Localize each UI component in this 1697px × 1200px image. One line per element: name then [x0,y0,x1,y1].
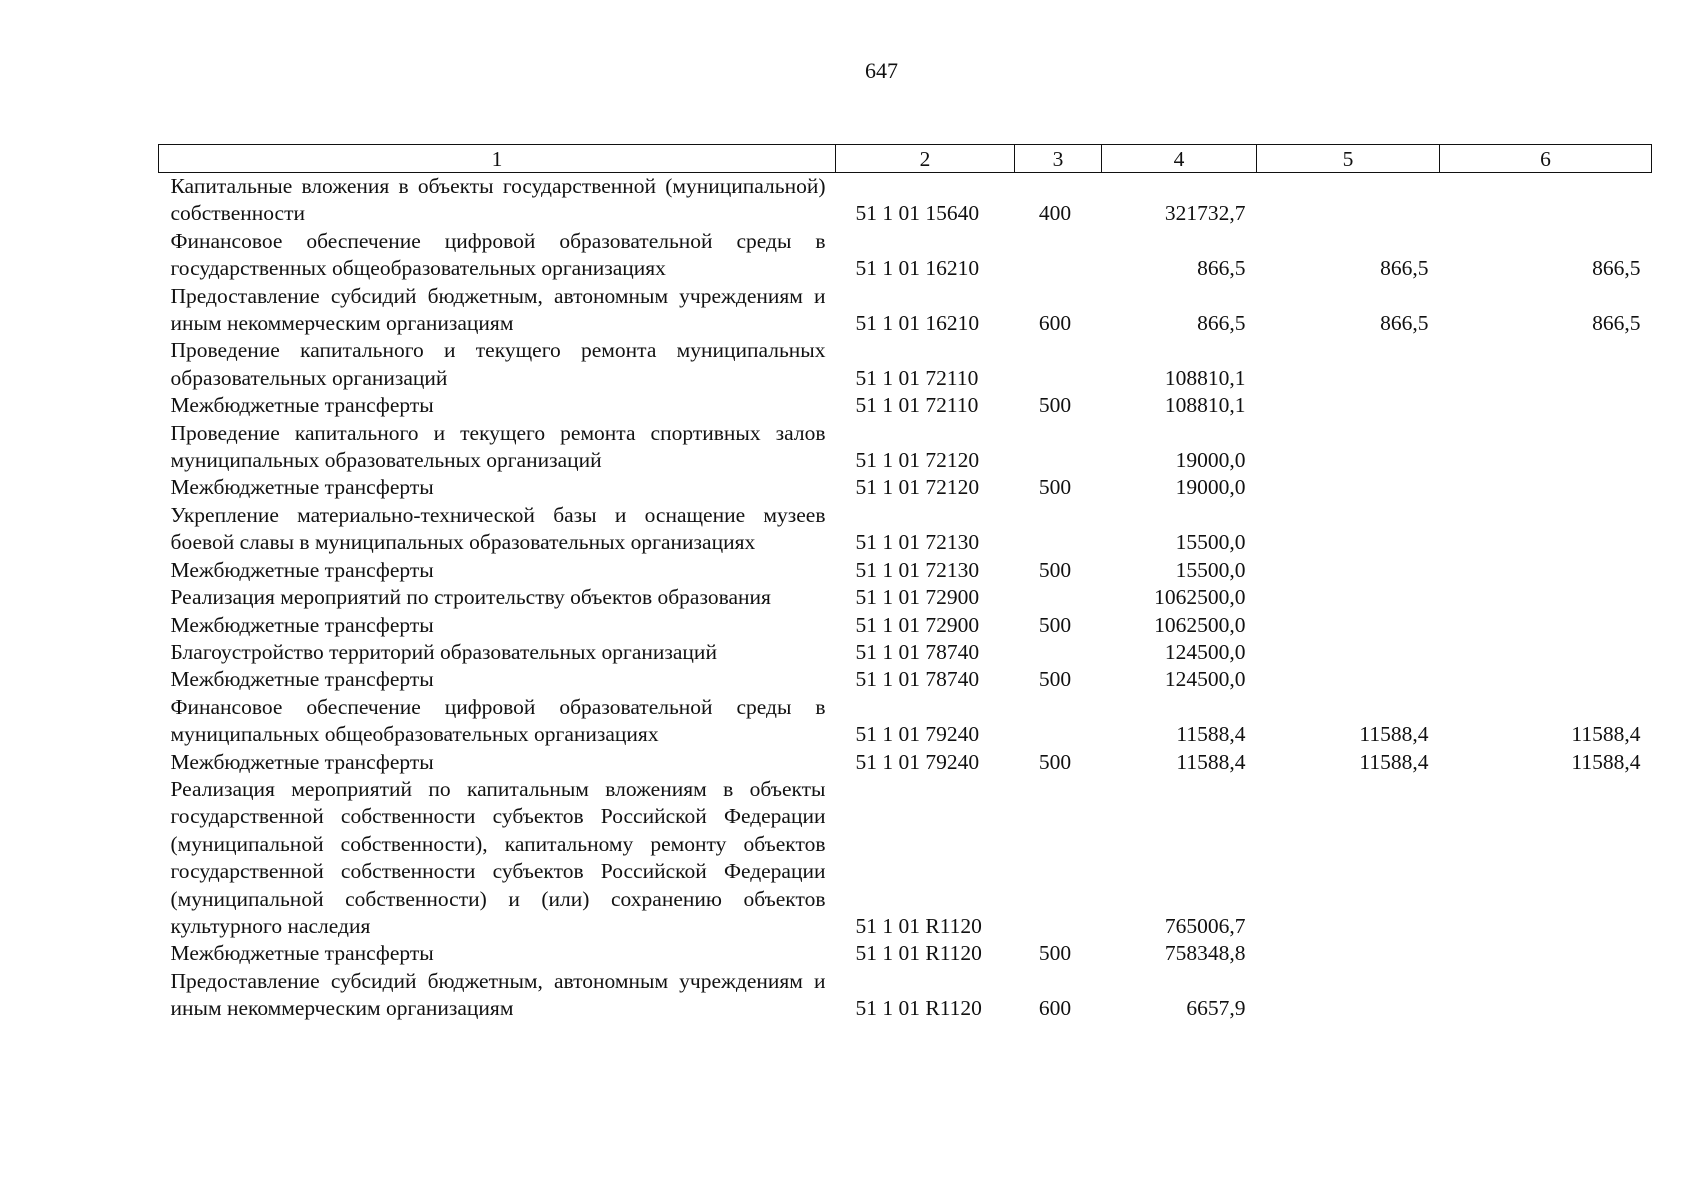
row-value-col6 [1440,420,1652,475]
table-row [159,474,1652,501]
row-value-col4: 758348,8 [1164,941,1246,966]
row-expense-type: 500 [1038,941,1072,966]
row-value-col4: 1062500,0 [1154,612,1246,637]
column-header-2: 2 [836,145,1015,173]
row-value-col4: 15500,0 [1175,557,1246,582]
row-code: 51 1 01 79240 [855,749,980,774]
row-expense-type [1015,502,1102,557]
row-value-col5 [1257,392,1440,419]
row-value-col6 [1440,337,1652,392]
table-row [159,776,1652,940]
row-code: 51 1 01 72110 [855,393,979,418]
row-expense-type [1015,337,1102,392]
row-name: Предоставление субсидий бюджетным, автономным учреждениям и иным некоммерческим организациям [170,283,826,336]
table-row [159,940,1652,967]
row-value-col4: 11588,4 [1176,749,1246,774]
table-row [159,173,1652,228]
row-value-col4: 866,5 [1197,311,1246,336]
row-value-col4: 108810,1 [1164,393,1246,418]
row-value-col5 [1257,502,1440,557]
table-row [159,557,1652,584]
row-code: 51 1 01 15640 [855,201,980,226]
column-header-4: 4 [1102,145,1257,173]
table-row [159,612,1652,639]
column-header-5: 5 [1257,145,1440,173]
table-row [159,502,1652,557]
row-code: 51 1 01 R1120 [855,941,982,966]
table-row [159,283,1652,338]
row-value-col6 [1440,392,1652,419]
column-header-6: 6 [1440,145,1652,173]
row-expense-type: 400 [1038,201,1072,226]
row-value-col5 [1257,612,1440,639]
row-name: Проведение капитального и текущего ремонта муниципальных образовательных организаций [170,338,826,390]
row-value-col4: 19000,0 [1175,448,1246,473]
row-value-col6: 866,5 [1592,256,1641,281]
row-code: 51 1 01 16210 [855,311,980,336]
row-name: Межбюджетные трансферты [170,612,434,637]
table-row [159,228,1652,283]
table-row [159,666,1652,693]
row-code: 51 1 01 R1120 [855,996,982,1021]
table-row [159,639,1652,666]
budget-table [158,144,1652,1023]
row-name: Межбюджетные трансферты [170,393,434,418]
column-header-1: 1 [159,145,836,173]
row-value-col4: 124500,0 [1164,667,1246,692]
row-code: 51 1 01 78740 [855,639,980,664]
row-value-col5 [1257,337,1440,392]
row-name: Реализация мероприятий по капитальным вложениям в объекты государственной собственности субъектов Российской Федерации (муниципальной собственности), капитальному ремонту объектов государственной собственности субъектов Российской Федерации (муниципальной собственности) и (или) сохранению объектов культурного наследия [170,776,826,938]
row-code: 51 1 01 72900 [855,612,980,637]
row-value-col5 [1257,173,1440,228]
row-name: Межбюджетные трансферты [170,749,434,774]
row-value-col5 [1257,666,1440,693]
row-value-col4: 124500,0 [1164,639,1246,664]
row-code: 51 1 01 72130 [855,557,980,582]
table-row [159,749,1652,776]
row-value-col6 [1440,612,1652,639]
page-number: 647 [865,58,898,83]
row-value-col4: 15500,0 [1175,530,1246,555]
row-value-col4: 11588,4 [1176,722,1246,747]
row-value-col6 [1440,968,1652,1023]
row-code: 51 1 01 72130 [855,530,980,555]
row-name: Межбюджетные трансферты [170,941,434,966]
row-value-col4: 1062500,0 [1154,585,1246,610]
row-value-col6 [1440,474,1652,501]
table-row [159,392,1652,419]
row-value-col6: 866,5 [1592,311,1641,336]
row-expense-type [1015,228,1102,283]
row-value-col6 [1440,666,1652,693]
row-expense-type [1015,420,1102,475]
row-name: Межбюджетные трансферты [170,667,434,692]
row-expense-type [1015,584,1102,611]
row-value-col4: 765006,7 [1164,913,1246,938]
row-name: Финансовое обеспечение цифровой образовательной среды в государственных общеобразовательных организациях [170,228,826,281]
row-expense-type: 500 [1038,749,1072,774]
row-expense-type [1015,694,1102,749]
row-expense-type: 500 [1038,667,1072,692]
row-expense-type [1015,639,1102,666]
row-expense-type: 600 [1038,996,1072,1021]
table-row [159,337,1652,392]
row-code: 51 1 01 R1120 [855,913,982,938]
row-value-col5 [1257,420,1440,475]
row-value-col5 [1257,968,1440,1023]
row-code: 51 1 01 16210 [855,256,980,281]
row-value-col6 [1440,502,1652,557]
table-row [159,420,1652,475]
row-value-col6 [1440,173,1652,228]
row-name: Финансовое обеспечение цифровой образовательной среды в муниципальных общеобразовательных организациях [170,694,826,747]
row-value-col6 [1440,776,1652,940]
row-value-col4: 866,5 [1197,256,1246,281]
table-row [159,968,1652,1023]
row-code: 51 1 01 72120 [855,475,980,500]
row-value-col6 [1440,940,1652,967]
row-value-col5: 11588,4 [1359,749,1429,774]
row-value-col5 [1257,584,1440,611]
row-value-col4: 108810,1 [1164,365,1246,390]
row-value-col5 [1257,776,1440,940]
row-value-col4: 6657,9 [1186,996,1246,1021]
row-code: 51 1 01 72120 [855,448,980,473]
row-code: 51 1 01 72110 [855,365,979,390]
table-row [159,694,1652,749]
row-expense-type: 500 [1038,393,1072,418]
row-code: 51 1 01 78740 [855,667,980,692]
table-body [159,173,1652,1023]
row-value-col5: 866,5 [1380,311,1429,336]
row-value-col5 [1257,474,1440,501]
row-name: Межбюджетные трансферты [170,475,434,500]
row-name: Реализация мероприятий по строительству объектов образования [170,585,771,610]
row-expense-type: 500 [1038,475,1072,500]
row-code: 51 1 01 72900 [855,585,980,610]
row-value-col4: 19000,0 [1175,475,1246,500]
row-value-col5: 866,5 [1380,256,1429,281]
row-value-col6: 11588,4 [1571,722,1641,747]
table-row [159,584,1652,611]
row-expense-type: 500 [1038,557,1072,582]
column-header-3: 3 [1015,145,1102,173]
row-expense-type [1015,776,1102,940]
row-name: Проведение капитального и текущего ремонта спортивных залов муниципальных образовательных организаций [170,420,826,473]
row-value-col5 [1257,557,1440,584]
row-expense-type: 600 [1038,311,1072,336]
row-value-col6 [1440,639,1652,666]
row-name: Капитальные вложения в объекты государственной (муниципальной) собственности [170,174,826,226]
table-header-row [159,145,1652,173]
row-name: Укрепление материально-технической базы и оснащение музеев боевой славы в муниципальных образовательных организациях [170,502,826,555]
row-name: Благоустройство территорий образовательных организаций [170,639,717,664]
row-value-col5: 11588,4 [1359,722,1429,747]
row-value-col4: 321732,7 [1164,201,1246,226]
row-name: Межбюджетные трансферты [170,557,434,582]
row-value-col6 [1440,584,1652,611]
row-name: Предоставление субсидий бюджетным, автономным учреждениям и иным некоммерческим организациям [170,968,826,1021]
row-value-col5 [1257,639,1440,666]
row-expense-type: 500 [1038,612,1072,637]
row-value-col5 [1257,940,1440,967]
row-value-col6: 11588,4 [1571,749,1641,774]
row-code: 51 1 01 79240 [855,722,980,747]
row-value-col6 [1440,557,1652,584]
